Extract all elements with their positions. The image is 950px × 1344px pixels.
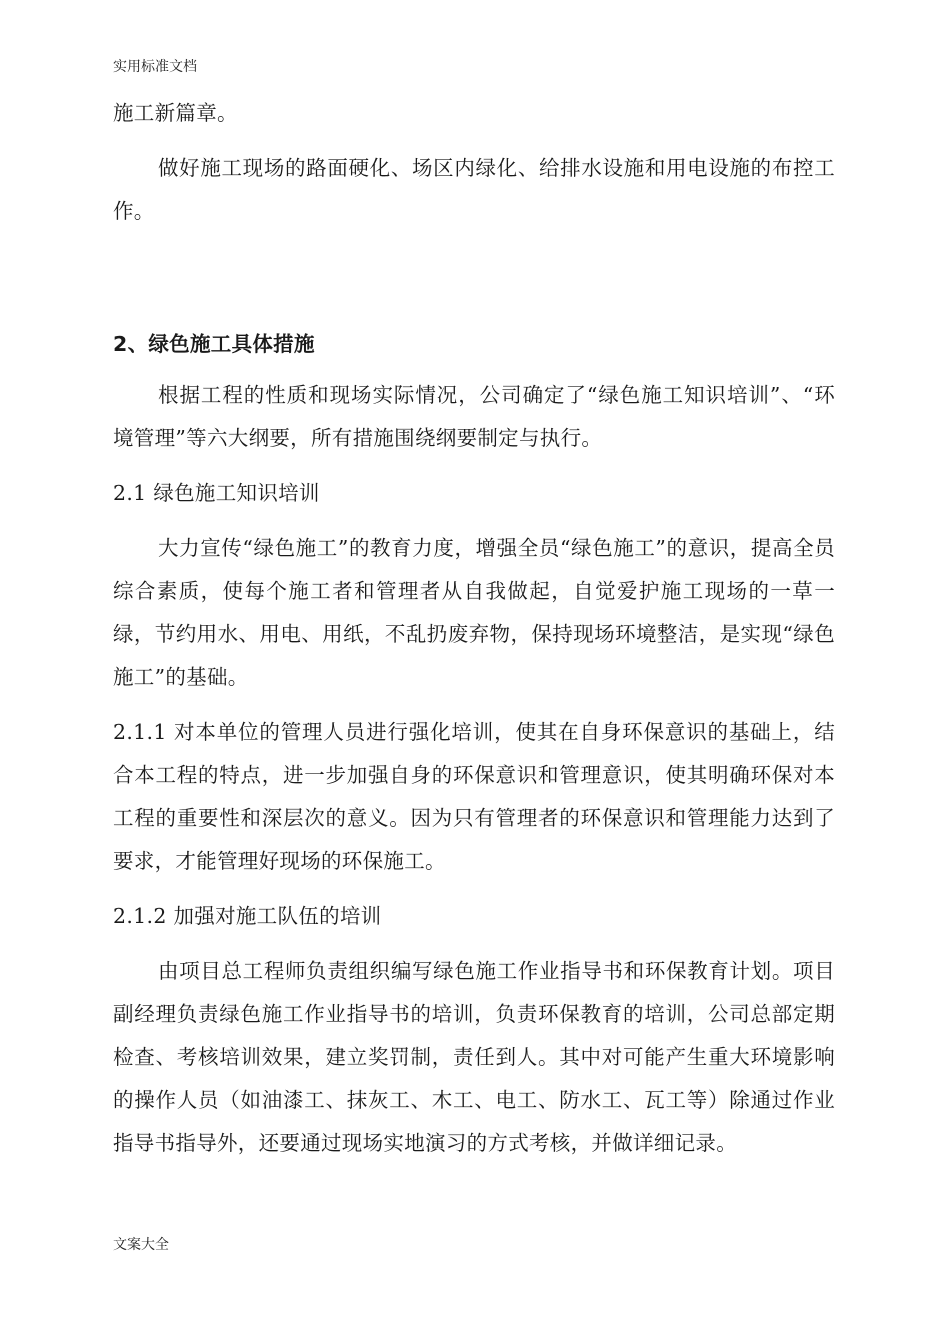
page-footer: 文案大全	[113, 1237, 169, 1253]
section-spacer	[113, 245, 835, 323]
paragraph-team-training: 由项目总工程师负责组织编写绿色施工作业指导书和环保教育计划。项目副经理负责绿色施工作业指导书的培训，负责环保教育的培训，公司总部定期检查、考核培训效果，建立奖罚制，责任到人。其中对可能产生重大环境影响的操作人员（如油漆工、抹灰工、木工、电工、防水工、瓦工等）除通过作业指导书指导外，还要通过现场实地演习的方式考核，并做详细记录。	[113, 959, 835, 1155]
paragraph-site-layout: 做好施工现场的路面硬化、场区内绿化、给排水设施和用电设施的布控工作。	[113, 156, 835, 223]
paragraph-continuation: 施工新篇章。	[113, 101, 238, 125]
paragraph-training: 大力宣传“绿色施工”的教育力度，增强全员“绿色施工”的意识，提高全员综合素质，使每个施工者和管理者从自我做起，自觉爱护施工现场的一草一绿，节约用水、用电、用纸，不乱扔废弃物，保持现场环境整洁，是实现“绿色施工”的基础。	[113, 536, 835, 689]
subsection-heading-2-1: 2.1 绿色施工知识培训	[113, 481, 320, 505]
paragraph-intro: 根据工程的性质和现场实际情况，公司确定了“绿色施工知识培训”、“环境管理”等六大纲要，所有措施围绕纲要制定与执行。	[113, 383, 835, 450]
subsection-heading-2-1-2: 2.1.2 加强对施工队伍的培训	[113, 904, 382, 928]
page-header: 实用标准文档	[113, 59, 197, 75]
paragraph-2-1-1: 2.1.1 对本单位的管理人员进行强化培训，使其在自身环保意识的基础上，结合本工程的特点，进一步加强自身的环保意识和管理意识，使其明确环保对本工程的重要性和深层次的意义。因为只有管理者的环保意识和管理能力达到了要求，才能管理好现场的环保施工。	[113, 720, 835, 873]
document-body	[113, 92, 835, 1177]
section-heading-2: 2、绿色施工具体措施	[113, 332, 315, 356]
